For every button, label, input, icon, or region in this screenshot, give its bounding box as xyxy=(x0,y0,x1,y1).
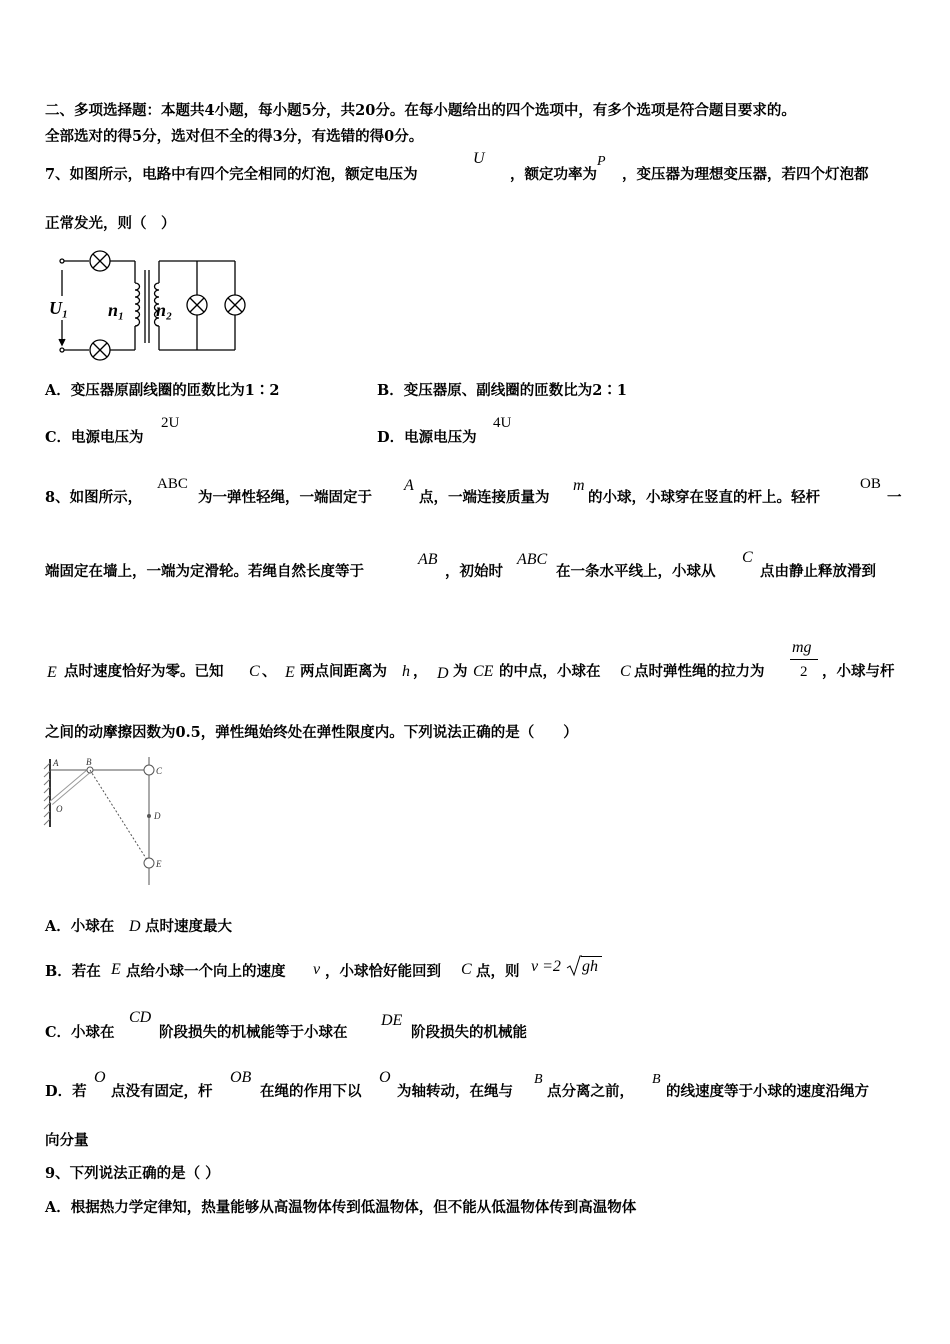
q8-ab: AB xyxy=(418,551,438,568)
q8-ob: OB xyxy=(860,476,881,492)
q8-option-b-c: C xyxy=(461,961,472,978)
q8-option-d-o: O xyxy=(94,1069,106,1086)
q8-option-b-text3: ，小球恰好能回到 xyxy=(325,963,441,980)
q8-abc: ABC xyxy=(157,476,188,492)
q8-option-b-v: v xyxy=(313,961,321,978)
q7-label-u1: U₁ xyxy=(49,298,69,318)
q8-stem-13: ， xyxy=(413,663,428,680)
q8-stem-18: 之间的动摩擦因数为0.5，弹性绳始终处在弹性限度内。下列说法正确的是（ ） xyxy=(45,724,578,741)
q8-option-b-e: E xyxy=(111,961,121,978)
q8-stem-12: 两点间距离为 xyxy=(300,663,387,680)
q8-e: E xyxy=(47,664,57,681)
q8-option-b-eq-rad: gh xyxy=(582,958,598,975)
q8-stem-14: 为 xyxy=(453,663,468,680)
q8-fig-label-d: D xyxy=(154,811,161,821)
q7-option-d[interactable]: D．电源电压为 xyxy=(377,429,477,446)
q8-option-d-text7: 向分量 xyxy=(45,1132,89,1149)
q8-stem-2: 为一弹性轻绳，一端固定于 xyxy=(198,489,372,506)
q8-option-b-text4: 点，则 xyxy=(476,963,520,980)
q7-option-a[interactable]: A．变压器原副线圈的匝数比为1∶2 xyxy=(45,382,280,399)
q7-stem-d: 正常发光，则（ ） xyxy=(45,215,176,232)
q8-option-c-text3: 阶段损失的机械能 xyxy=(411,1024,527,1041)
q8-fig-label-b: B xyxy=(86,757,92,767)
q8-option-a-d: D xyxy=(129,918,141,935)
q9-stem: 9、下列说法正确的是（ ） xyxy=(45,1165,220,1182)
q7-var-u: U xyxy=(473,150,485,167)
q8-fig-label-e: E xyxy=(156,859,162,869)
q8-option-a-rest: 点时速度最大 xyxy=(145,918,232,935)
q8-h: h xyxy=(402,663,410,680)
q8-abc-2: ABC xyxy=(517,551,548,568)
q7-option-b[interactable]: B．变压器原、副线圈的匝数比为2∶1 xyxy=(377,382,627,399)
q8-a: A xyxy=(404,477,414,494)
q8-stem-15: 的中点，小球在 xyxy=(499,663,601,680)
q8-option-d-o2: O xyxy=(379,1069,391,1086)
q7-stem-c: ，变压器为理想变压器，若四个灯泡都 xyxy=(622,166,869,183)
q7-option-c[interactable]: C．电源电压为 xyxy=(45,429,144,446)
q8-stem-7: ，初始时 xyxy=(445,563,503,580)
q7-stem-a: 7、如图所示，电路中有四个完全相同的灯泡，额定电压为 xyxy=(45,166,418,183)
q8-option-b-eq-lhs: v =2 xyxy=(531,958,561,975)
q7-stem-b: ，额定功率为 xyxy=(510,166,597,183)
q7-option-c-value: 2U xyxy=(161,415,180,431)
q8-option-c[interactable]: C．小球在 xyxy=(45,1024,115,1041)
q8-option-d-text4: 为轴转动，在绳与 xyxy=(397,1083,513,1100)
section-header: 二、多项选择题：本题共4小题，每小题5分，共20分。在每小题给出的四个选项中，有多个选项是符合题目要求的。 xyxy=(45,102,796,119)
q8-mechanics-diagram xyxy=(40,757,180,887)
q8-option-c-cd: CD xyxy=(129,1009,152,1026)
q8-c: C xyxy=(742,549,753,566)
q8-fig-label-o: O xyxy=(56,804,63,814)
q7-var-p: P xyxy=(597,154,606,169)
q8-stem-8: 在一条水平线上，小球从 xyxy=(556,563,716,580)
q8-stem-10: 点时速度恰好为零。已知 xyxy=(64,663,224,680)
q8-stem-11: 、 xyxy=(262,663,277,680)
q8-frac-bar xyxy=(790,659,818,660)
q8-option-a[interactable]: A．小球在 xyxy=(45,918,115,935)
q8-option-d-text3: 在绳的作用下以 xyxy=(260,1083,362,1100)
q8-c-2: C xyxy=(249,663,260,680)
sqrt-overline xyxy=(581,956,602,957)
q8-stem-1: 8、如图所示， xyxy=(45,489,143,506)
q8-option-d-text5: 点分离之前， xyxy=(547,1083,634,1100)
q8-stem-3: 点，一端连接质量为 xyxy=(419,489,550,506)
q7-label-n2: n₂ xyxy=(156,300,173,320)
q8-option-d-text2: 点没有固定，杆 xyxy=(111,1083,213,1100)
q8-option-c-text2: 阶段损失的机械能等于小球在 xyxy=(159,1024,348,1041)
q8-e-2: E xyxy=(285,664,295,681)
q9-option-a[interactable]: A．根据热力学定律知，热量能够从高温物体传到低温物体，但不能从低温物体传到高温物体 xyxy=(45,1199,637,1216)
q8-ce: CE xyxy=(473,663,494,680)
q8-frac-den: 2 xyxy=(800,664,808,680)
q7-circuit-diagram xyxy=(45,248,255,366)
q8-fig-label-c: C xyxy=(156,766,163,776)
sqrt-radical-icon xyxy=(566,955,582,977)
q8-option-d-b2: B xyxy=(652,1072,661,1087)
q8-option-b-text2: 点给小球一个向上的速度 xyxy=(126,963,286,980)
q8-stem-5: 一 xyxy=(887,489,902,506)
q8-frac-num: mg xyxy=(792,639,812,656)
q8-stem-9: 点由静止释放滑到 xyxy=(760,563,876,580)
q8-c-3: C xyxy=(620,663,631,680)
q8-stem-6: 端固定在墙上，一端为定滑轮。若绳自然长度等于 xyxy=(45,563,364,580)
q8-option-d-ob: OB xyxy=(230,1069,252,1086)
q8-option-d[interactable]: D．若 xyxy=(45,1083,87,1100)
q8-option-c-de: DE xyxy=(381,1012,403,1029)
q8-stem-4: 的小球，小球穿在竖直的杆上。轻杆 xyxy=(588,489,820,506)
q8-fig-label-a: A xyxy=(53,758,59,768)
q8-d: D xyxy=(437,665,449,682)
q8-option-d-text6: 的线速度等于小球的速度沿绳方 xyxy=(666,1083,869,1100)
q7-label-n1: n₁ xyxy=(108,300,125,320)
q8-stem-16: 点时弹性绳的拉力为 xyxy=(634,663,765,680)
q8-m: m xyxy=(573,477,585,494)
q8-option-b[interactable]: B．若在 xyxy=(45,963,101,980)
q8-option-d-b: B xyxy=(534,1072,543,1087)
q8-stem-17: ，小球与杆 xyxy=(822,663,895,680)
q7-option-d-value: 4U xyxy=(493,415,512,431)
section-scoring: 全部选对的得5分，选对但不全的得3分，有选错的得0分。 xyxy=(45,128,424,145)
